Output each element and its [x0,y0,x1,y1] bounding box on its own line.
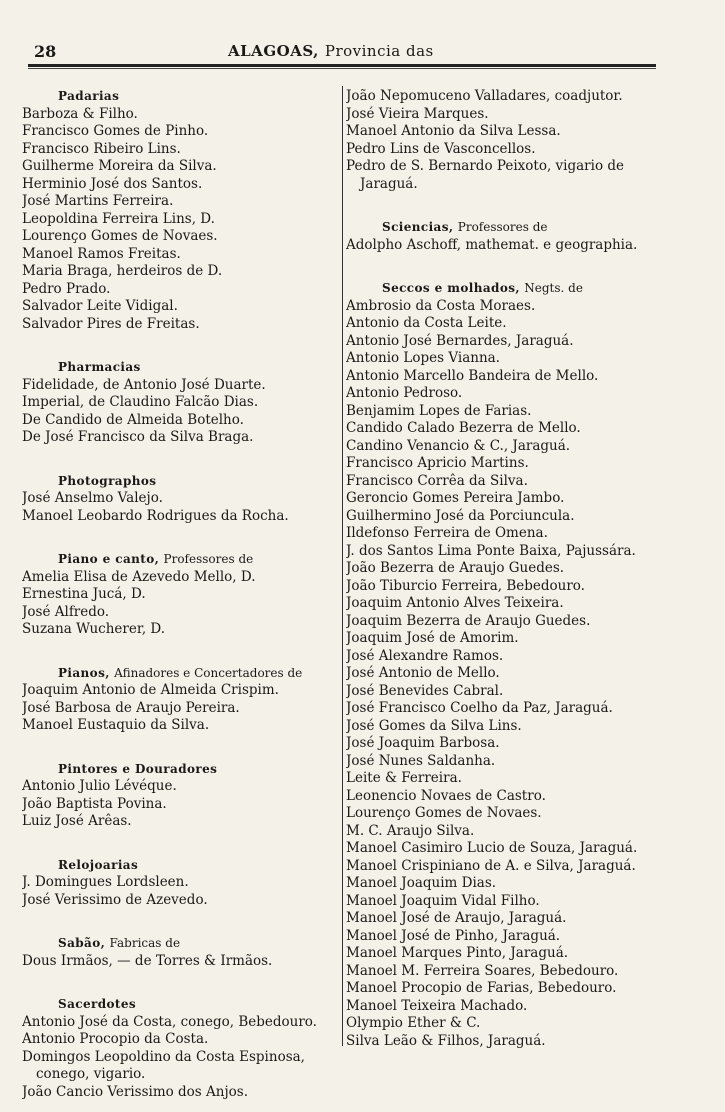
spacer [346,254,718,270]
header-rule-thin [28,68,656,69]
list-item: Adolpho Aschoff, mathemat. e geographia. [346,236,638,253]
list-item: Manoel Teixeira Machado. [346,997,528,1014]
list-item: José Antonio de Mello. [346,665,500,681]
list-item: De Candido de Almeida Botelho. [22,411,244,428]
list-item: Candido Calado Bezerra de Mello. [346,420,581,436]
list-item: Herminio José dos Santos. [22,175,203,192]
list-item: Guilhermino José da Porciuncula. [346,507,575,524]
list-item: Maria Braga, herdeiros de D. [22,263,223,279]
list-item: José Nunes Saldanha. [346,752,496,769]
list-item: Salvador Leite Vidigal. [22,298,178,314]
list-item: Antonio Pedroso. [346,385,463,401]
list-item: José Gomes da Silva Lins. [346,717,522,734]
section-heading-pharmacias: Pharmacias [58,360,141,374]
list-item: M. C. Araujo Silva. [346,822,475,839]
list-item: José Anselmo Valejo. [22,490,163,506]
list-item: Pedro Lins de Vasconcellos. [346,140,536,157]
list-item: José Benevides Cabral. [346,682,504,699]
list-item: Pedro de S. Bernardo Peixoto, vigario de [346,158,624,174]
list-item: Salvador Pires de Freitas. [22,315,200,332]
list-item: Pedro Prado. [22,280,111,297]
list-item: Olympio Ether & C. [346,1015,481,1031]
spacer [22,831,338,847]
page-title [228,42,434,60]
header-rule [28,64,656,67]
list-item: José Verissimo de Azevedo. [22,891,208,908]
list-item: Candino Venancio & C., Jaraguá. [346,437,571,454]
list-item: Manoel Antonio da Silva Lessa. [346,123,561,139]
list-item: J. Domingues Lordsleen. [22,874,189,890]
running-header [0,42,725,64]
spacer [22,525,338,541]
section-heading-sabao: Sabão, Fabricas de [58,936,181,950]
list-item: Imperial, de Claudino Falcão Dias. [22,394,259,410]
list-item: Francisco Gomes de Pinho. [22,123,209,139]
list-item-continuation: conego, vigario. [36,1066,146,1082]
right-column [346,88,718,1050]
list-item: Lourenço Gomes de Novaes. [22,228,218,244]
list-item: Joaquim José de Amorim. [346,630,519,646]
left-column [22,88,338,1101]
page-number: 28 [34,42,57,61]
list-item: Ernestina Jucá, D. [22,586,146,602]
list-item: Francisco Corrêa da Silva. [346,472,528,489]
list-item: Leonencio Novaes de Castro. [346,787,546,804]
list-item: João Tiburcio Ferreira, Bebedouro. [346,577,585,594]
section-heading-sacerdotes: Sacerdotes [58,997,137,1011]
list-item: Francisco Apricio Martins. [346,455,529,471]
list-item: Joaquim Antonio Alves Teixeira. [346,595,564,611]
list-item: Manoel José de Araujo, Jaraguá. [346,910,567,926]
list-item: Antonio Julio Lévéque. [22,778,177,794]
list-item: Antonio da Costa Leite. [346,315,507,331]
list-item: Ambrosio da Costa Moraes. [346,297,536,314]
list-item: Barboza & Filho. [22,105,138,122]
list-item: Manoel Marques Pinto, Jaraguá. [346,945,569,961]
list-item: Amelia Elisa de Azevedo Mello, D. [22,568,256,585]
list-item: Manoel Eustaquio da Silva. [22,717,210,733]
list-item: J. dos Santos Lima Ponte Baixa, Pajussára. [346,542,636,559]
list-item: Domingos Leopoldino da Costa Espinosa, [22,1048,305,1065]
page-title-main: ALAGOAS, [228,42,319,60]
list-item: Manoel Joaquim Vidal Filho. [346,892,540,909]
spacer [346,193,718,209]
list-item: Antonio José da Costa, conego, Bebedouro. [22,1013,317,1030]
list-item: Manoel Procopio de Farias, Bebedouro. [346,980,617,996]
spacer [22,333,338,349]
list-item: Manoel Crispiniano de A. e Silva, Jaraguá. [346,857,636,874]
list-item: Fidelidade, de Antonio José Duarte. [22,376,266,393]
spacer [22,735,338,751]
list-item: Guilherme Moreira da Silva. [22,158,217,174]
list-item: Suzana Wucherer, D. [22,621,166,637]
list-item: Francisco Ribeiro Lins. [22,140,181,157]
list-item: Antonio Marcello Bandeira de Mello. [346,367,599,384]
list-item: Luiz José Arêas. [22,813,132,829]
spacer [22,447,338,463]
list-item: Manoel M. Ferreira Soares, Bebedouro. [346,962,619,979]
list-item: Manoel Joaquim Dias. [346,875,497,891]
spacer [22,639,338,655]
list-item: Leopoldina Ferreira Lins, D. [22,210,215,227]
section-heading-pintores: Pintores e Douradores [58,761,218,776]
section-heading-seccos: Seccos e molhados, Negts. de [382,281,583,295]
section-heading-pianos: Pianos, Afinadores e Concertadores de [58,665,303,680]
section-heading-piano: Piano e canto, Professores de [58,552,254,566]
list-item: José Joaquim Barbosa. [346,735,500,751]
list-item: João Bezerra de Araujo Guedes. [346,560,565,576]
list-item: João Baptista Povina. [22,795,167,812]
list-item: Manoel Casimiro Lucio de Souza, Jaraguá. [346,840,638,856]
list-item: Silva Leão & Filhos, Jaraguá. [346,1032,546,1049]
list-item: Manoel Leobardo Rodrigues da Rocha. [22,507,289,524]
column-divider [342,86,343,1046]
list-item: Antonio Lopes Vianna. [346,350,500,366]
page-title-sub: Provincia das [324,42,434,60]
list-item: Dous Irmãos, — de Torres & Irmãos. [22,952,273,969]
list-item: Lourenço Gomes de Novaes. [346,805,542,821]
list-item: José Vieira Marques. [346,105,489,122]
section-heading-relojoarias: Relojoarias [58,857,139,872]
list-item: José Alfredo. [22,603,110,620]
list-item: Leite & Ferreira. [346,770,462,786]
list-item: João Cancio Verissimo dos Anjos. [22,1083,249,1100]
list-item: Antonio Procopio da Costa. [22,1031,209,1047]
section-heading-padarias: Padarias [58,89,120,103]
list-item: Manoel Ramos Freitas. [22,245,181,262]
list-item: José Francisco Coelho da Paz, Jaraguá. [346,700,613,716]
list-item-continuation: Jaraguá. [360,175,418,192]
list-item: Ildefonso Ferreira de Omena. [346,525,548,541]
list-item: João Nepomuceno Valladares, coadjutor. [346,88,623,104]
spacer [22,970,338,986]
list-item: Joaquim Antonio de Almeida Crispim. [22,682,279,698]
list-item: De José Francisco da Silva Braga. [22,429,254,445]
list-item: José Barbosa de Araujo Pereira. [22,699,240,716]
section-heading-photographos: Photographos [58,473,157,488]
list-item: Joaquim Bezerra de Araujo Guedes. [346,612,591,629]
spacer [22,909,338,925]
list-item: Geroncio Gomes Pereira Jambo. [346,490,565,506]
list-item: José Martins Ferreira. [22,193,174,209]
list-item: José Alexandre Ramos. [346,647,504,664]
list-item: Manoel José de Pinho, Jaraguá. [346,927,561,944]
list-item: Antonio José Bernardes, Jaraguá. [346,332,574,349]
list-item: Benjamim Lopes de Farias. [346,402,532,419]
section-heading-sciencias: Sciencias, Professores de [382,220,548,234]
